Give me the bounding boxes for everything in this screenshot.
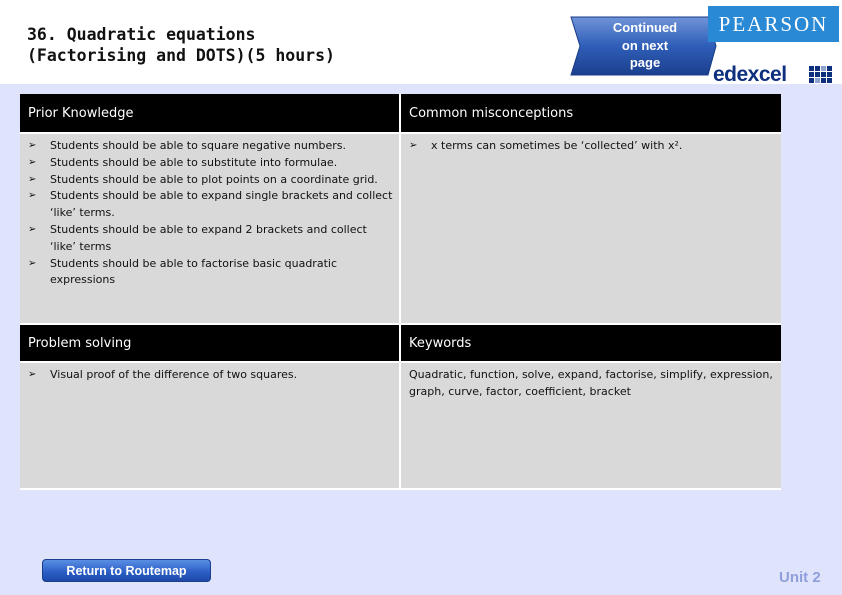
misconceptions-heading: Common misconceptions [401,94,781,132]
continued-line-1: Continued [612,20,678,35]
prior-knowledge-list [20,134,399,289]
list-item: ➢ Students should be able to plot points on a coordinate grid. [28,172,393,189]
continued-label [586,19,704,72]
list-item: ➢ Students should be able to substitute into formulae. [28,155,393,172]
list-item: ➢ Students should be able to expand 2 brackets and collect ‘like’ terms [28,222,393,256]
list-item: ➢ Students should be able to factorise basic quadratic expressions [28,256,393,290]
problem-solving-heading: Problem solving [20,325,399,361]
unit-label: Unit 2 [779,569,821,586]
page-title [27,24,447,66]
prior-knowledge-cell [20,134,399,323]
keywords-heading: Keywords [401,325,781,361]
prior-knowledge-heading: Prior Knowledge [20,94,399,132]
info-table [20,94,781,490]
list-item: ➢ Students should be able to expand single brackets and collect ‘like’ terms. [28,188,393,222]
keywords-cell [401,363,781,488]
misconceptions-cell [401,134,781,323]
list-item: ➢ Visual proof of the difference of two squares. [28,367,393,384]
title-line-2: (Factorising and DOTS)(5 hours) [27,46,335,65]
continued-next-page-arrow[interactable] [568,15,718,77]
edexcel-grid-icon [809,66,833,84]
edexcel-logo [708,62,839,86]
problem-solving-list [20,363,399,384]
edexcel-wordmark: edexcel [713,63,787,86]
return-to-routemap-button[interactable]: Return to Routemap [42,559,211,582]
problem-solving-cell [20,363,399,488]
continued-line-3: page [629,55,661,70]
pearson-logo: PEARSON [708,6,839,42]
misconceptions-list [401,134,781,155]
title-line-1: 36. Quadratic equations [27,25,256,44]
continued-line-2: on next [621,37,669,53]
list-item: ➢ x terms can sometimes be ‘collected’ with x². [409,138,775,155]
list-item: ➢ Students should be able to square negative numbers. [28,138,393,155]
keywords-text: Quadratic, function, solve, expand, factorise, simplify, expression, graph, curve, factor, coefficient, bracket [409,368,773,398]
